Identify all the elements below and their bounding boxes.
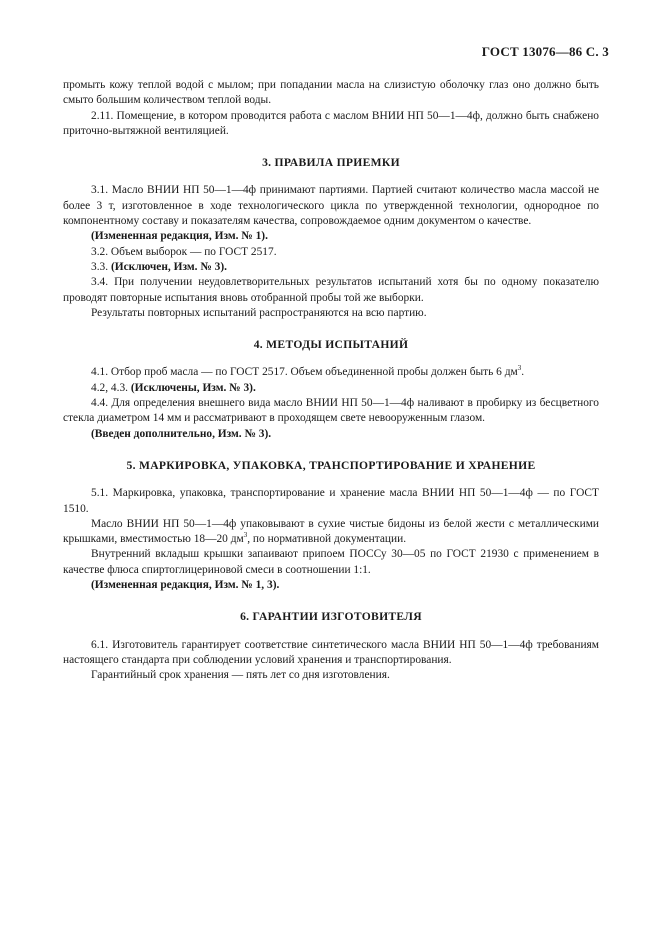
clause-number: 3.3. <box>91 260 111 273</box>
superscript: 3 <box>517 364 522 373</box>
paragraph <box>63 365 599 380</box>
page-header: ГОСТ 13076—86 С. 3 <box>481 44 609 59</box>
paragraph <box>63 260 599 275</box>
paragraph: 5.1. Маркировка, упаковка, транспортирование и хранение масла ВНИИ НП 50—1—4ф — по ГОСТ 1510. <box>63 487 599 515</box>
clause-number: 4.2, 4.3. <box>91 381 131 394</box>
amendment-note: (Измененная редакция, Изм. № 1). <box>91 230 268 243</box>
section-heading-5: 5. МАРКИРОВКА, УПАКОВКА, ТРАНСПОРТИРОВАНИЕ И ХРАНЕНИЕ <box>126 458 536 472</box>
paragraph-text: Масло ВНИИ НП 50—1—4ф упаковывают в сухие чистые бидоны из белой жести с металлическими крышками, вместимостью 18—20 дм <box>63 517 599 546</box>
superscript: 3 <box>243 531 248 540</box>
paragraph: 2.11. Помещение, в котором проводится работа с маслом ВНИИ НП 50—1—4ф, должно быть снабжено приточно-вытяжной вентиляцией. <box>63 109 599 137</box>
document-body <box>63 78 599 684</box>
paragraph: промыть кожу теплой водой с мылом; при попадании масла на слизистую оболочку глаз оно должно быть смыто большим количеством теплой воды. <box>63 79 599 107</box>
paragraph <box>63 381 599 396</box>
paragraph: 3.1. Масло ВНИИ НП 50—1—4ф принимают партиями. Партией считают количество масла массой не более 3 т, изготовленное в ходе технологического цикла по утвержденной технологии, однородное по компонентному составу и показателям качества, сопровождаемое одним документом о качестве. <box>63 184 599 228</box>
paragraph: 3.4. При получении неудовлетворительных результатов испытаний хотя бы по одному показателю проводят повторные испытания вновь отобранной пробы той же выборки. <box>63 276 599 304</box>
paragraph-text: . <box>521 366 525 379</box>
paragraph-text: , по нормативной документации. <box>247 533 407 546</box>
section-heading-3: 3. ПРАВИЛА ПРИЕМКИ <box>262 156 400 170</box>
paragraph: Результаты повторных испытаний распространяются на всю партию. <box>91 306 427 319</box>
paragraph: 3.2. Объем выборок — по ГОСТ 2517. <box>91 245 277 258</box>
paragraph: 6.1. Изготовитель гарантирует соответствие синтетического масла ВНИИ НП 50—1—4ф требованиям настоящего стандарта при соблюдении условий хранения и транспортирования. <box>63 638 599 666</box>
amendment-note: (Исключены, Изм. № 3). <box>130 381 256 394</box>
amendment-note: (Введен дополнительно, Изм. № 3). <box>91 427 272 440</box>
amendment-note: (Исключен, Изм. № 3). <box>110 260 227 273</box>
section-heading-4: 4. МЕТОДЫ ИСПЫТАНИЙ <box>253 338 409 352</box>
paragraph: Внутренний вкладыш крышки запаивают припоем ПОССу 30—05 по ГОСТ 21930 с применением в качестве флюса спиртоглицериновой смеси в соотношении 1:1. <box>63 548 599 576</box>
section-heading-6: 6. ГАРАНТИИ ИЗГОТОВИТЕЛЯ <box>240 610 422 624</box>
paragraph: 4.4. Для определения внешнего вида масло ВНИИ НП 50—1—4ф наливают в пробирку из бесцветного стекла диаметром 14 мм и рассматривают в проходящем свете невооруженным глазом. <box>63 397 599 425</box>
paragraph <box>63 517 599 548</box>
paragraph-text: 4.1. Отбор проб масла — по ГОСТ 2517. Объем объединенной пробы должен быть 6 дм <box>91 366 518 379</box>
amendment-note: (Измененная редакция, Изм. № 1, 3). <box>91 579 280 592</box>
paragraph: Гарантийный срок хранения — пять лет со дня изготовления. <box>91 669 390 682</box>
